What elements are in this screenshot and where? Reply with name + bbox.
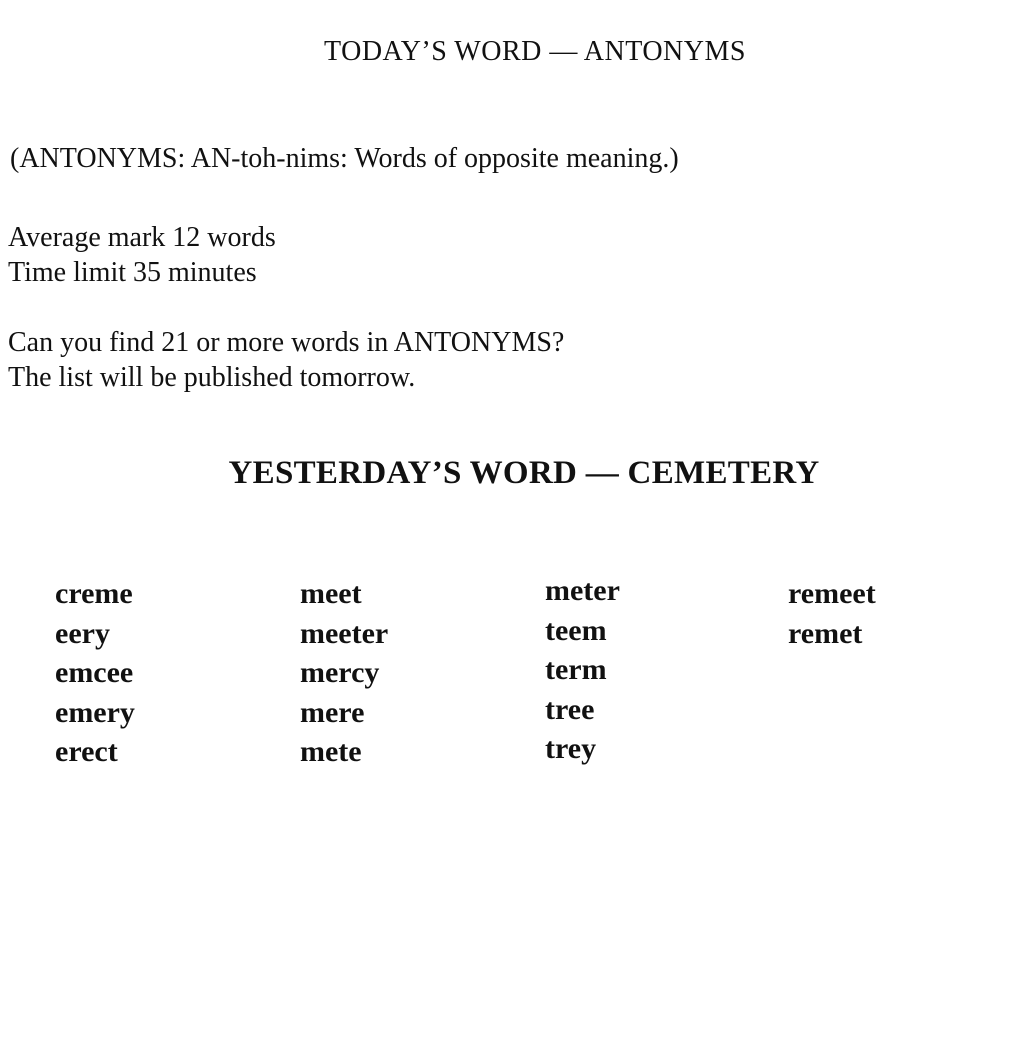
yesterdays-word-list <box>55 574 1015 784</box>
time-limit: Time limit 35 minutes <box>8 257 257 288</box>
word-list-item: meter <box>545 574 620 607</box>
average-mark: Average mark 12 words <box>8 222 276 253</box>
challenge-block <box>8 325 564 395</box>
word-list-item: emcee <box>55 656 134 689</box>
todays-word-title: TODAY’S WORD — ANTONYMS <box>324 36 746 67</box>
challenge-question: Can you find 21 or more words in ANTONYMS? <box>8 327 565 358</box>
word-list-item: tree <box>545 692 595 726</box>
word-list-item: meeter <box>300 616 389 650</box>
word-list-item: trey <box>545 732 597 765</box>
word-list-item: mete <box>300 735 362 768</box>
word-list-item: mere <box>300 695 365 729</box>
yesterdays-word-title: YESTERDAY’S WORD — CEMETERY <box>228 455 820 491</box>
word-list-item: mercy <box>300 656 380 689</box>
word-definition: (ANTONYMS: AN-toh-nims: Words of opposite meaning.) <box>10 143 679 174</box>
word-list-item: term <box>545 653 607 686</box>
word-column-2 <box>300 574 530 772</box>
puzzle-stats <box>8 220 276 290</box>
word-list-item: eery <box>55 616 110 650</box>
word-list-item: remet <box>788 616 863 650</box>
word-column-1 <box>55 574 285 772</box>
word-list-item: meet <box>300 577 362 610</box>
word-list-item: teem <box>545 613 607 647</box>
word-column-3 <box>545 571 775 769</box>
word-list-item: emery <box>55 695 135 729</box>
word-list-item: erect <box>55 735 118 768</box>
publish-note: The list will be published tomorrow. <box>8 362 416 393</box>
word-column-4 <box>788 574 1018 653</box>
word-list-item: creme <box>55 577 133 610</box>
word-list-item: remeet <box>788 577 876 610</box>
